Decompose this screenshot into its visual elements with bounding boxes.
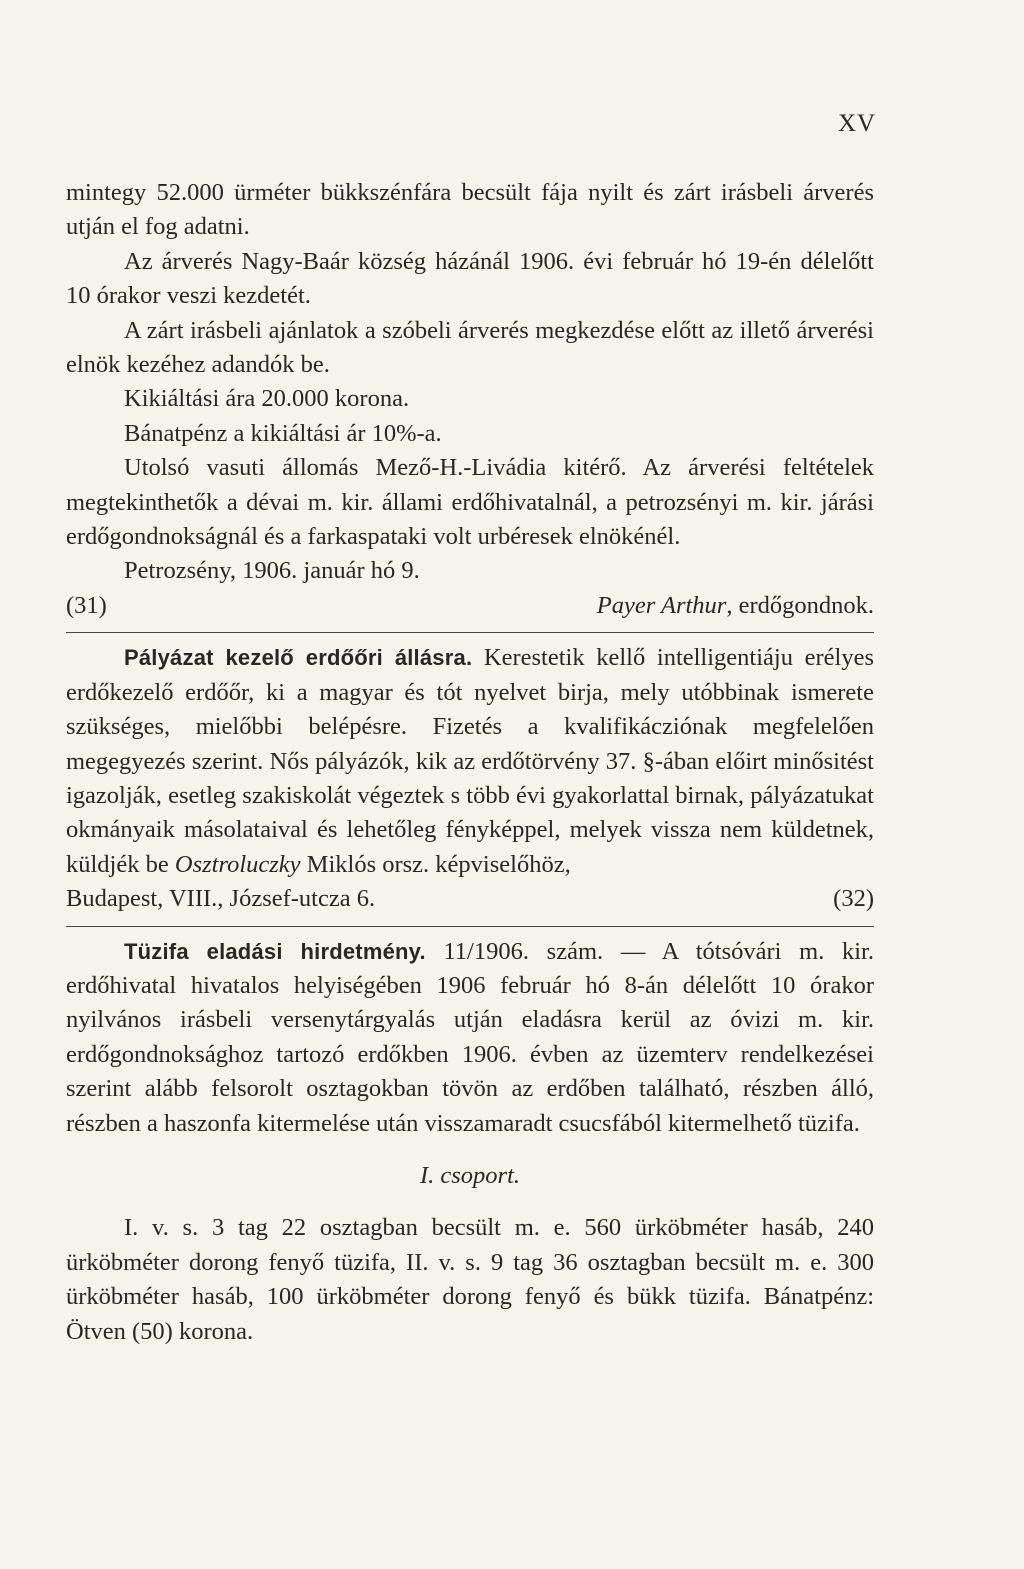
spacer: [66, 1193, 874, 1211]
paragraph-job-ad: [66, 641, 874, 882]
paragraph-group-details: I. v. s. 3 tag 22 osztagban becsült m. e. 560 ürköbméter hasáb, 240 ürköbméter dorong fenyő tüzifa, II. v. s. 9 tag 36 osztagban becsült m. e. 300 ürköbméter hasáb, 100 ürköbméter dorong fenyő és bükk tüzifa. Bánatpénz: Ötven (50) korona.: [66, 1214, 874, 1345]
paragraph-station: Utolsó vasuti állomás Mező-H.-Livádia kitérő. Az árverési feltételek megtekinthetők a dévai m. kir. állami erdőhivatalnál, a petrozsényi m. kir. járási erdőgondnokságnál és a farkaspataki volt urbéresek elnökénél.: [66, 454, 874, 551]
job-ad-number: (32): [833, 885, 874, 913]
signature-title: , erdőgondnok.: [726, 591, 874, 619]
job-ad-body-b: Miklós orsz. képviselőhöz,: [300, 850, 571, 878]
divider: [66, 926, 874, 927]
signature-line: [66, 589, 874, 623]
paragraph-firewood-sale: [66, 935, 874, 1141]
notice-number: (31): [66, 591, 107, 619]
paragraph-place-date: Petrozsény, 1906. január hó 9.: [124, 557, 420, 585]
job-ad-name: Osztroluczky: [174, 850, 301, 878]
divider: [66, 632, 874, 633]
job-ad-last-line: [66, 882, 874, 916]
signature-name: Payer Arthur: [596, 591, 727, 619]
paragraph-sealed-bids: A zárt irásbeli ajánlatok a szóbeli árverés megkezdése előtt az illető árverési elnök kezéhez adandók be.: [66, 316, 874, 379]
job-ad-body-a: Kerestetik kellő intelligentiáju erélyes erdőkezelő erdőőr, ki a magyar és tót nyelvet birja, mely utóbbinak ismerete szükséges, mielőbbi belépésre. Fizetés a kvalifikácziónak megfelelően megegyezés szerint. Nős pályázók, kik az erdőtörvény 37. §-ában előirt minősitést igazolják, esetleg szakiskolát végeztek s több évi gyakorlattal birnak, pályázatukat okmányaik másolataival és lehetőleg fényképpel, melyek vissza nem küldetnek, küldjék be: [66, 644, 874, 878]
firewood-heading: Tüzifa eladási hirdetmény.: [124, 938, 426, 964]
firewood-body: 11/1906. szám. — A tótsóvári m. kir. erdőhivatal hivatalos helyiségében 1906 február hó 8-án délelőtt 10 órakor nyilvános irásbeli versenytárgyalás utján eladásra kerül az óvizi m. kir. erdőgondnoksághoz tartozó erdőkben 1906. évben az üzemterv rendelkezései szerint alább felsorolt osztagokban tövön az erdőben található, részben álló, részben a haszonfa kitermelése után visszamaradt csucsfából kitermelhető tüzifa.: [66, 937, 874, 1137]
page-number: XV: [838, 110, 877, 137]
text-column: [66, 176, 874, 1349]
job-ad-address: Budapest, VIII., József-utcza 6.: [66, 885, 376, 913]
paragraph-starting-price: Kikiáltási ára 20.000 korona.: [124, 385, 410, 413]
paragraph-intro: mintegy 52.000 ürméter bükkszénfára becsült fája nyilt és zárt irásbeli árverés utján el fog adatni.: [66, 179, 874, 241]
paragraph-auction-date: Az árverés Nagy-Baár község házánál 1906. évi február hó 19-én délelőtt 10 órakor veszi kezdetét.: [66, 247, 874, 310]
paragraph-deposit: Bánatpénz a kikiáltási ár 10%-a.: [124, 419, 442, 447]
signature: [597, 589, 874, 623]
job-ad-heading: Pályázat kezelő erdőőri állásra.: [124, 645, 473, 671]
spacer: [66, 1141, 874, 1159]
group-title: I. csoport.: [419, 1161, 521, 1189]
